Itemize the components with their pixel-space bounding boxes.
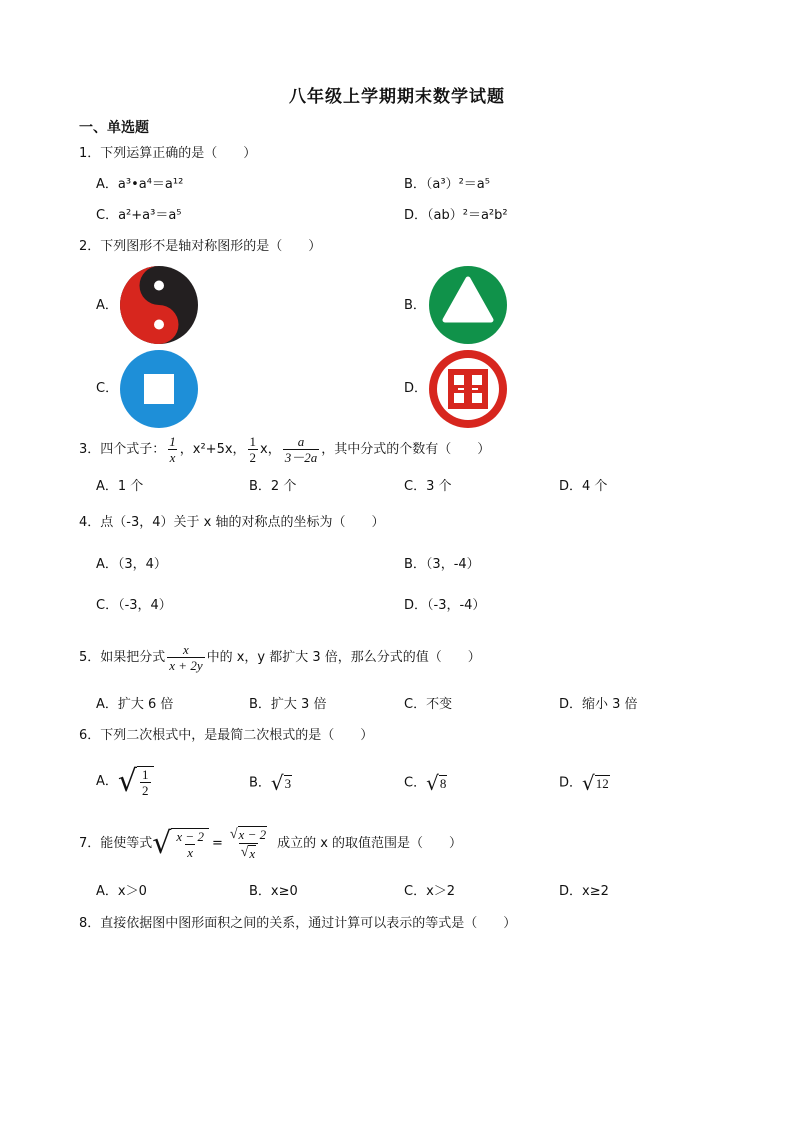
question-8-stem: 8．直接依据图中图形面积之间的关系，通过计算可以表示的等式是（ ） [79,916,517,931]
fraction-numerator: 1 [142,766,149,782]
question-4-option-b[interactable]: B．（3，-4） [404,557,480,572]
sqrt-fraction [118,765,154,799]
radical-sign: √ [152,825,172,861]
question-6-option-b[interactable] [249,773,292,793]
question-5-suffix: 中的 x，y 都扩大 3 倍，那么分式的值（ ） [206,650,481,665]
radical-sign: √ [117,763,138,799]
fraction-1-over-x [167,434,178,465]
option-label: B． [249,775,271,791]
fraction-numerator [228,825,269,843]
question-5-option-d[interactable]: D．缩小 3 倍 [559,697,638,712]
radicand [137,766,154,798]
fraction-denominator: 3－2a [284,450,318,465]
sqrt-fraction-left [152,827,209,861]
question-1-option-a[interactable]: A．a³•a⁴＝a¹² [96,177,184,192]
sqrt-3 [271,773,292,793]
radical-sign: √ [426,771,439,795]
radical-sign: √ [270,771,284,795]
page-title: 八年级上学期期末数学试题 [289,87,505,107]
question-5-option-a[interactable]: A．扩大 6 倍 [96,697,174,712]
fraction-a-over-3-minus-2a [283,434,320,465]
fraction-denominator: x + 2y [169,658,203,673]
fraction-denominator: x [169,450,176,465]
option-label: A． [96,774,118,789]
fraction-1-over-2 [140,767,151,798]
triangle-in-circle-icon [428,265,508,349]
fraction-denominator: 2 [142,782,149,798]
question-3-option-c[interactable]: C．3 个 [404,479,452,494]
fraction-numerator: x − 2 [176,828,204,844]
fraction-left [174,829,206,860]
question-6-option-c[interactable] [404,773,447,793]
fraction-numerator: x [183,642,189,657]
option-label: C． [404,775,427,791]
question-7-suffix: 成立的 x 的取值范围是（ ） [277,836,463,851]
sqrt-12 [582,773,610,793]
sqrt-8 [426,773,447,793]
question-1-option-b[interactable]: B．（a³）²＝a⁵ [404,177,490,192]
question-7-option-c[interactable]: C．x＞2 [404,884,456,899]
section-heading: 一、单选题 [79,120,149,136]
fraction-numerator: 1 [249,434,257,449]
question-6-option-a[interactable] [96,762,154,802]
radicand [171,828,209,860]
question-3-option-b[interactable]: B．2 个 [249,479,297,494]
radicand: 12 [595,775,609,791]
sqrt-numerator [230,826,267,843]
option-label: D． [559,775,583,791]
question-4-stem: 4．点（-3，4）关于 x 轴的对称点的坐标为（ ） [79,515,385,530]
question-2-option-d[interactable]: D． [404,381,428,396]
fraction-numerator: a [297,434,305,449]
question-3-text: x， [260,442,281,457]
fraction-denominator: 2 [249,450,257,465]
question-7-stem [79,822,462,866]
radicand: 3 [284,775,292,791]
equals-sign: = [211,836,223,851]
question-7-option-d[interactable]: D．x≥2 [559,884,609,899]
radical-sign: √ [240,845,249,861]
question-5-stem [79,640,481,676]
fraction-x-over-x-plus-2y [167,642,204,673]
sqrt-denominator [241,845,256,862]
question-1-option-d[interactable]: D．（ab）²＝a²b² [404,208,508,223]
question-2-option-b[interactable]: B． [404,298,426,313]
question-5-option-b[interactable]: B．扩大 3 倍 [249,697,327,712]
question-4-option-a[interactable]: A．（3，4） [96,557,167,572]
yin-yang-icon [119,265,199,349]
question-7-option-b[interactable]: B．x≥0 [249,884,298,899]
question-4-option-c[interactable]: C．（-3，4） [96,598,172,613]
question-3-stem [79,432,490,468]
radicand: 8 [439,775,447,791]
question-3-prefix: 3．四个式子： [79,442,166,457]
question-2-stem: 2．下列图形不是轴对称图形的是（ ） [79,239,322,254]
radicand: x − 2 [238,827,267,842]
question-3-suffix: ，其中分式的个数有（ ） [321,442,491,457]
question-2-option-a[interactable]: A． [96,298,118,313]
question-7-prefix: 7．能使等式 [79,836,153,851]
question-3-text: ，x²+5x， [179,442,246,457]
fraction-denominator [239,843,258,862]
fraction-denominator: x [187,844,194,860]
bank-logo-icon [428,349,508,433]
square-in-circle-icon [119,349,199,433]
question-4-option-d[interactable]: D．（-3，-4） [404,598,486,613]
question-1-stem: 1．下列运算正确的是（ ） [79,146,257,161]
question-1-option-c[interactable]: C．a²+a³＝a⁵ [96,208,182,223]
question-2-option-c[interactable]: C． [96,381,119,396]
question-6-stem: 6．下列二次根式中，是最简二次根式的是（ ） [79,728,374,743]
question-3-option-a[interactable]: A．1 个 [96,479,144,494]
radicand: x [249,845,256,861]
radical-sign: √ [229,826,238,842]
radical-sign: √ [582,771,595,795]
question-5-prefix: 5．如果把分式 [79,650,166,665]
fraction-numerator: 1 [169,434,176,449]
question-5-option-c[interactable]: C．不变 [404,697,453,712]
question-3-option-d[interactable]: D．4 个 [559,479,608,494]
fraction-1-over-2 [248,434,259,465]
question-6-option-d[interactable] [559,773,610,793]
fraction-right [228,825,269,861]
question-7-option-a[interactable]: A．x＞0 [96,884,147,899]
